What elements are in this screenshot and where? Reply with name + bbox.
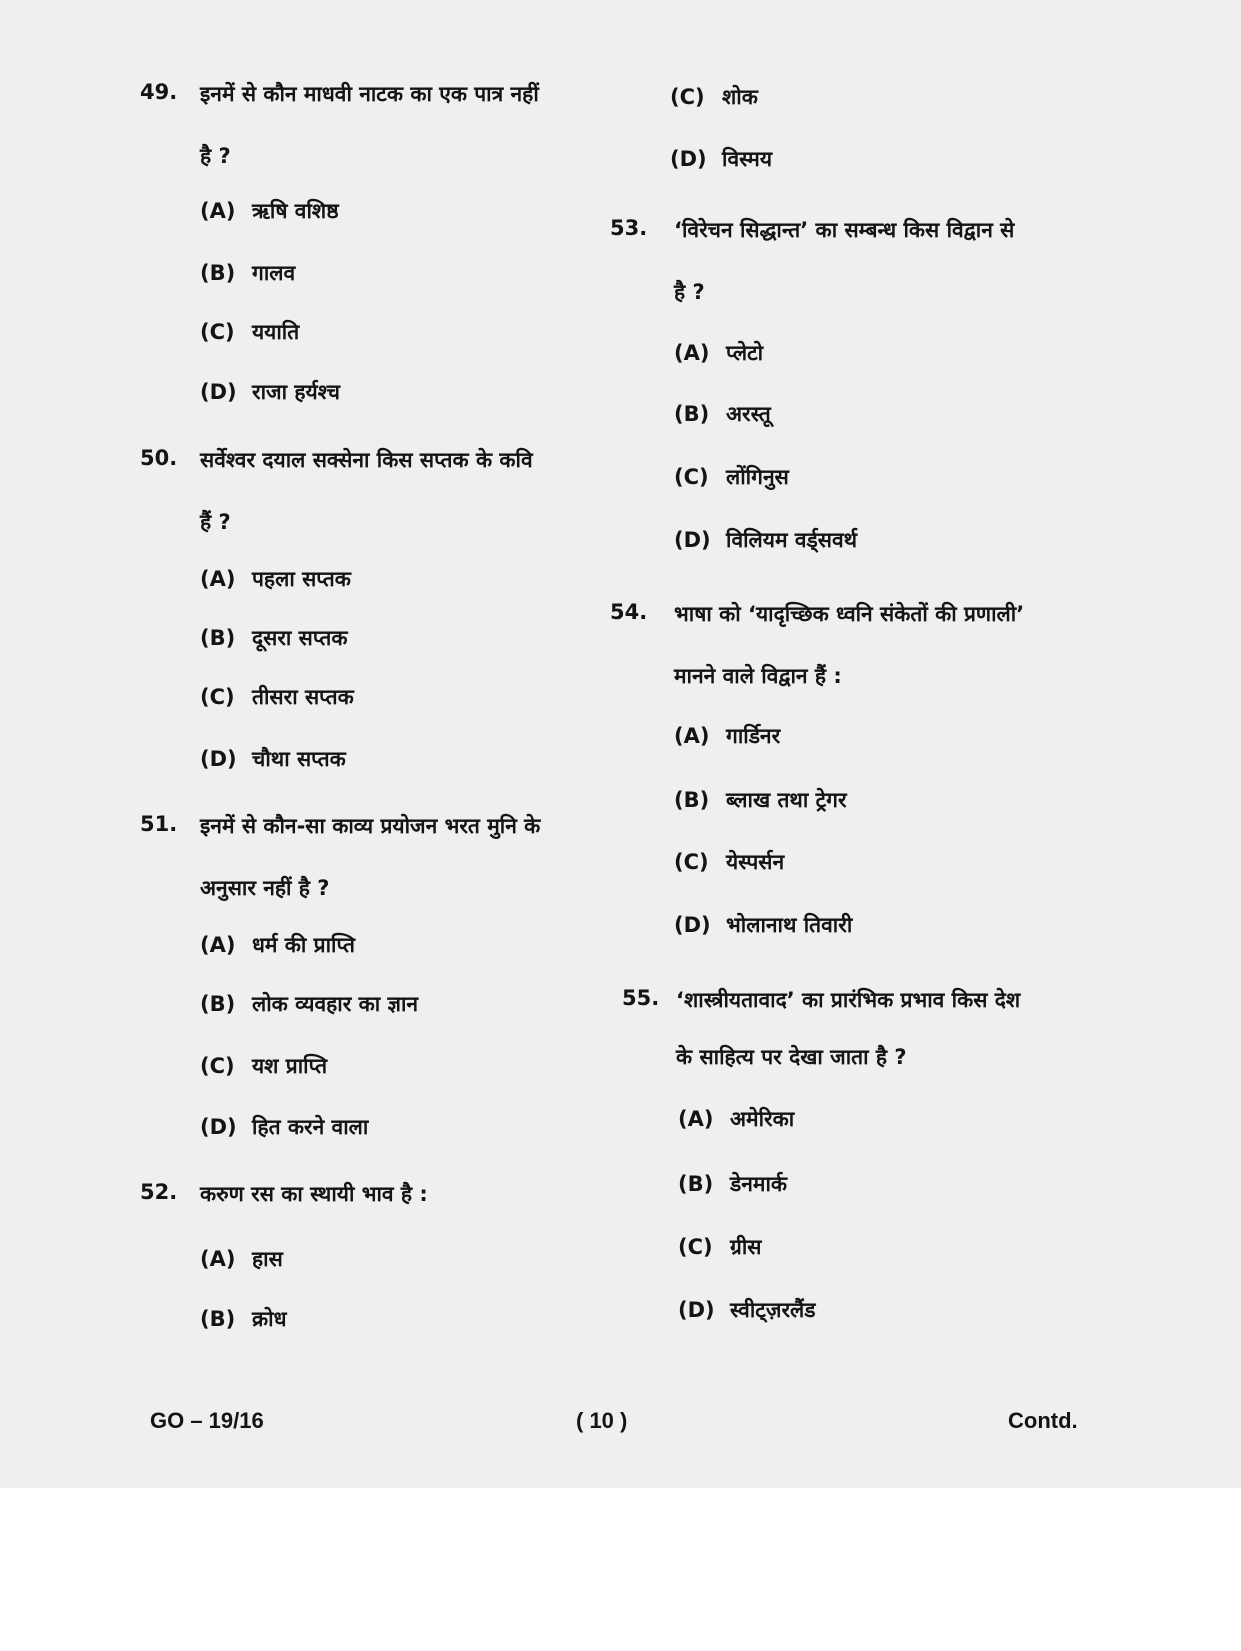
question-text: सर्वेश्वर दयाल सक्सेना किस सप्तक के कवि — [200, 448, 533, 472]
option: (D) भोलानाथ तिवारी — [674, 913, 853, 937]
option: (C) ग्रीस — [678, 1235, 762, 1259]
option: (D) विस्मय — [670, 147, 773, 171]
option: (B) ब्लाख तथा ट्रेगर — [674, 788, 847, 812]
option: (A) पहला सप्तक — [200, 567, 351, 591]
option: (A) ऋषि वशिष्ठ — [200, 199, 339, 223]
option: (B) गालव — [200, 261, 296, 285]
question-number: 50. — [140, 446, 178, 470]
question-number: 49. — [140, 80, 178, 104]
option: (D) राजा हर्यश्च — [200, 380, 340, 404]
option: (D) चौथा सप्तक — [200, 747, 346, 771]
question-text-cont: है ? — [674, 280, 705, 304]
option: (A) अमेरिका — [678, 1107, 795, 1131]
continued-label: Contd. — [1008, 1408, 1078, 1433]
question-text-cont: है ? — [200, 144, 231, 168]
question-text-cont: मानने वाले विद्वान हैं : — [674, 664, 842, 688]
paper-code: GO – 19/16 — [150, 1408, 264, 1433]
question-number: 51. — [140, 812, 178, 836]
option: (B) क्रोध — [200, 1307, 287, 1331]
option: (D) हित करने वाला — [200, 1115, 369, 1139]
option: (C) यश प्राप्ति — [200, 1054, 328, 1078]
question-text: करुण रस का स्थायी भाव है : — [200, 1182, 428, 1206]
question-number: 55. — [622, 986, 660, 1010]
option: (D) विलियम वर्ड्सवर्थ — [674, 528, 858, 552]
option: (A) गार्डिनर — [674, 724, 781, 748]
option: (A) धर्म की प्राप्ति — [200, 933, 355, 957]
question-text: भाषा को ‘यादृच्छिक ध्वनि संकेतों की प्रणाली’ — [674, 602, 1025, 626]
option: (B) लोक व्यवहार का ज्ञान — [200, 992, 419, 1016]
option: (C) शोक — [670, 85, 758, 109]
question-text: इनमें से कौन माधवी नाटक का एक पात्र नहीं — [200, 82, 539, 106]
question-text: ‘शास्त्रीयतावाद’ का प्रारंभिक प्रभाव किस देश — [676, 988, 1021, 1012]
option: (C) ययाति — [200, 320, 300, 344]
question-text-cont: हैं ? — [200, 510, 231, 534]
option: (D) स्वीट्ज़रलैंड — [678, 1298, 816, 1322]
sheet-margin — [0, 1488, 1241, 1651]
option: (A) प्लेटो — [674, 341, 764, 365]
option: (B) दूसरा सप्तक — [200, 626, 348, 650]
question-number: 52. — [140, 1180, 178, 1204]
page-number: ( 10 ) — [576, 1408, 628, 1433]
question-number: 54. — [610, 600, 648, 624]
option: (B) अरस्तू — [674, 402, 771, 426]
question-text-cont: अनुसार नहीं है ? — [200, 876, 330, 900]
option: (A) हास — [200, 1247, 283, 1271]
question-text-cont: के साहित्य पर देखा जाता है ? — [676, 1045, 907, 1069]
question-number: 53. — [610, 216, 648, 240]
option: (C) लोंगिनुस — [674, 465, 789, 489]
option: (B) डेनमार्क — [678, 1172, 788, 1196]
option: (C) तीसरा सप्तक — [200, 685, 354, 709]
question-text: ‘विरेचन सिद्धान्त’ का सम्बन्ध किस विद्वान से — [674, 218, 1015, 242]
option: (C) येस्पर्सन — [674, 850, 785, 874]
question-text: इनमें से कौन-सा काव्य प्रयोजन भरत मुनि के — [200, 814, 541, 838]
